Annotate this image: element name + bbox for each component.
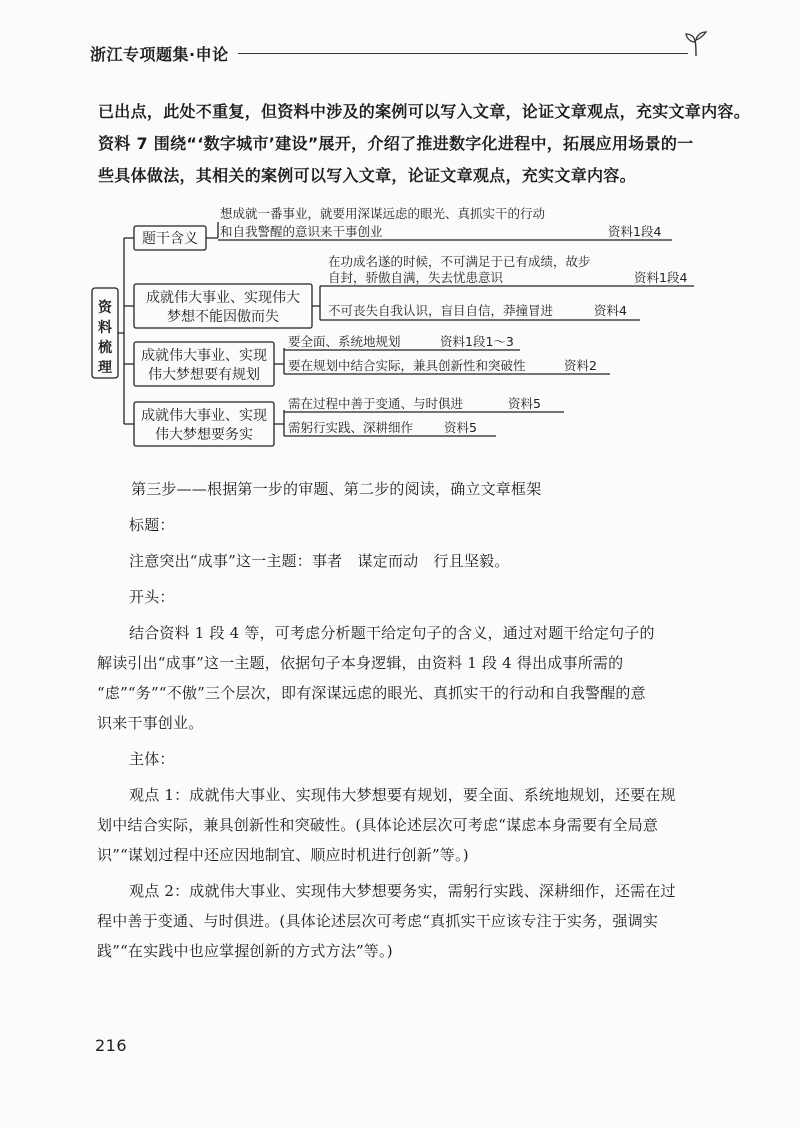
intro-line: 些具体做法，其相关的案例可以写入文章，论证文章观点，充实文章内容。	[98, 166, 636, 185]
leaf-source: 资料1段4	[634, 270, 688, 285]
material-mindmap	[88, 202, 718, 458]
intro-line: 资料 7 围绕“‘数字城市’建设”展开，介绍了推进数字化进程中，拓展应用场景的一	[98, 134, 694, 153]
sprout-icon	[682, 30, 710, 58]
header-title: 浙江专项题集·申论	[90, 45, 229, 64]
mindmap-root-char: 理	[98, 360, 112, 376]
point2-line: 观点 2：成就伟大事业、实现伟大梦想要务实，需躬行实践、深耕细作，还需在过	[129, 882, 676, 900]
branch-label: 成就伟大事业、实现	[141, 348, 267, 364]
mindmap-root-char: 资	[98, 300, 112, 316]
leaf-text: 想成就一番事业，就要用深谋远虑的眼光、真抓实干的行动	[220, 206, 546, 221]
point2-line: 程中善于变通、与时俱进。(具体论述层次可考虑“真抓实干应该专注于实务，强调实	[97, 912, 659, 930]
branch-label: 梦想不能因傲而失	[167, 309, 279, 325]
opening-line: 解读引出“成事”这一主题，依据句子本身逻辑，由资料 1 段 4 得出成事所需的	[97, 654, 624, 672]
title-label: 标题：	[129, 516, 175, 534]
leaf-source: 资料5	[508, 396, 541, 411]
leaf-source: 资料4	[594, 303, 627, 318]
branch-label: 伟大梦想要有规划	[148, 367, 260, 383]
leaf-source: 资料1段1～3	[440, 334, 514, 349]
page-number: 216	[95, 1036, 128, 1055]
branch-label: 伟大梦想要务实	[155, 427, 253, 443]
leaf-source: 资料1段4	[608, 224, 662, 239]
branch-label: 题干含义	[142, 231, 198, 247]
leaf-text: 要全面、系统地规划	[288, 334, 401, 349]
leaf-text: 自封，骄傲自满，失去忧患意识	[328, 270, 504, 285]
title-content: 注意突出“成事”这一主题：事者 谋定而动 行且坚毅。	[129, 552, 510, 570]
leaf-text: 和自我警醒的意识来干事创业	[220, 224, 383, 239]
point1-line: 观点 1：成就伟大事业、实现伟大梦想要有规划，要全面、系统地规划，还要在规	[129, 786, 676, 804]
article-framework	[97, 474, 707, 966]
opening-line: “虑”“务”“不傲”三个层次，即有深谋远虑的眼光、真抓实干的行动和自我警醒的意	[97, 684, 646, 702]
opening-line: 识来干事创业。	[97, 714, 204, 732]
leaf-text: 不可丧失自我认识，盲目自信，莽撞冒进	[328, 303, 554, 318]
leaf-text: 需在过程中善于变通、与时俱进	[288, 396, 464, 411]
main-label: 主体：	[129, 750, 175, 768]
leaf-text: 要在规划中结合实际，兼具创新性和突破性	[288, 358, 526, 373]
running-header	[90, 38, 710, 68]
leaf-source: 资料5	[444, 420, 477, 435]
leaf-text: 在功成名遂的时候，不可满足于已有成绩，故步	[328, 254, 591, 269]
mindmap-root-char: 料	[98, 320, 112, 336]
step3-heading: 第三步——根据第一步的审题、第二步的阅读，确立文章框架	[131, 480, 542, 498]
point2-line: 践”“在实践中也应掌握创新的方式方法”等。)	[97, 942, 393, 960]
branch-label: 成就伟大事业、实现	[141, 408, 267, 424]
mindmap-root-char: 梳	[98, 340, 112, 356]
leaf-source: 资料2	[564, 358, 597, 373]
point1-line: 划中结合实际，兼具创新性和突破性。(具体论述层次可考虑“谋虑本身需要有全局意	[97, 816, 659, 834]
intro-paragraph	[98, 96, 751, 192]
header-rule	[238, 53, 688, 54]
branch-label: 成就伟大事业、实现伟大	[146, 290, 300, 306]
point1-line: 识”“谋划过程中还应因地制宜、顺应时机进行创新”等。)	[97, 846, 469, 864]
leaf-text: 需躬行实践、深耕细作	[288, 420, 414, 435]
opening-line: 结合资料 1 段 4 等，可考虑分析题干给定句子的含义，通过对题干给定句子的	[129, 624, 655, 642]
opening-label: 开头：	[129, 588, 175, 606]
intro-line: 已出点，此处不重复，但资料中涉及的案例可以写入文章，论证文章观点，充实文章内容。	[98, 102, 751, 121]
